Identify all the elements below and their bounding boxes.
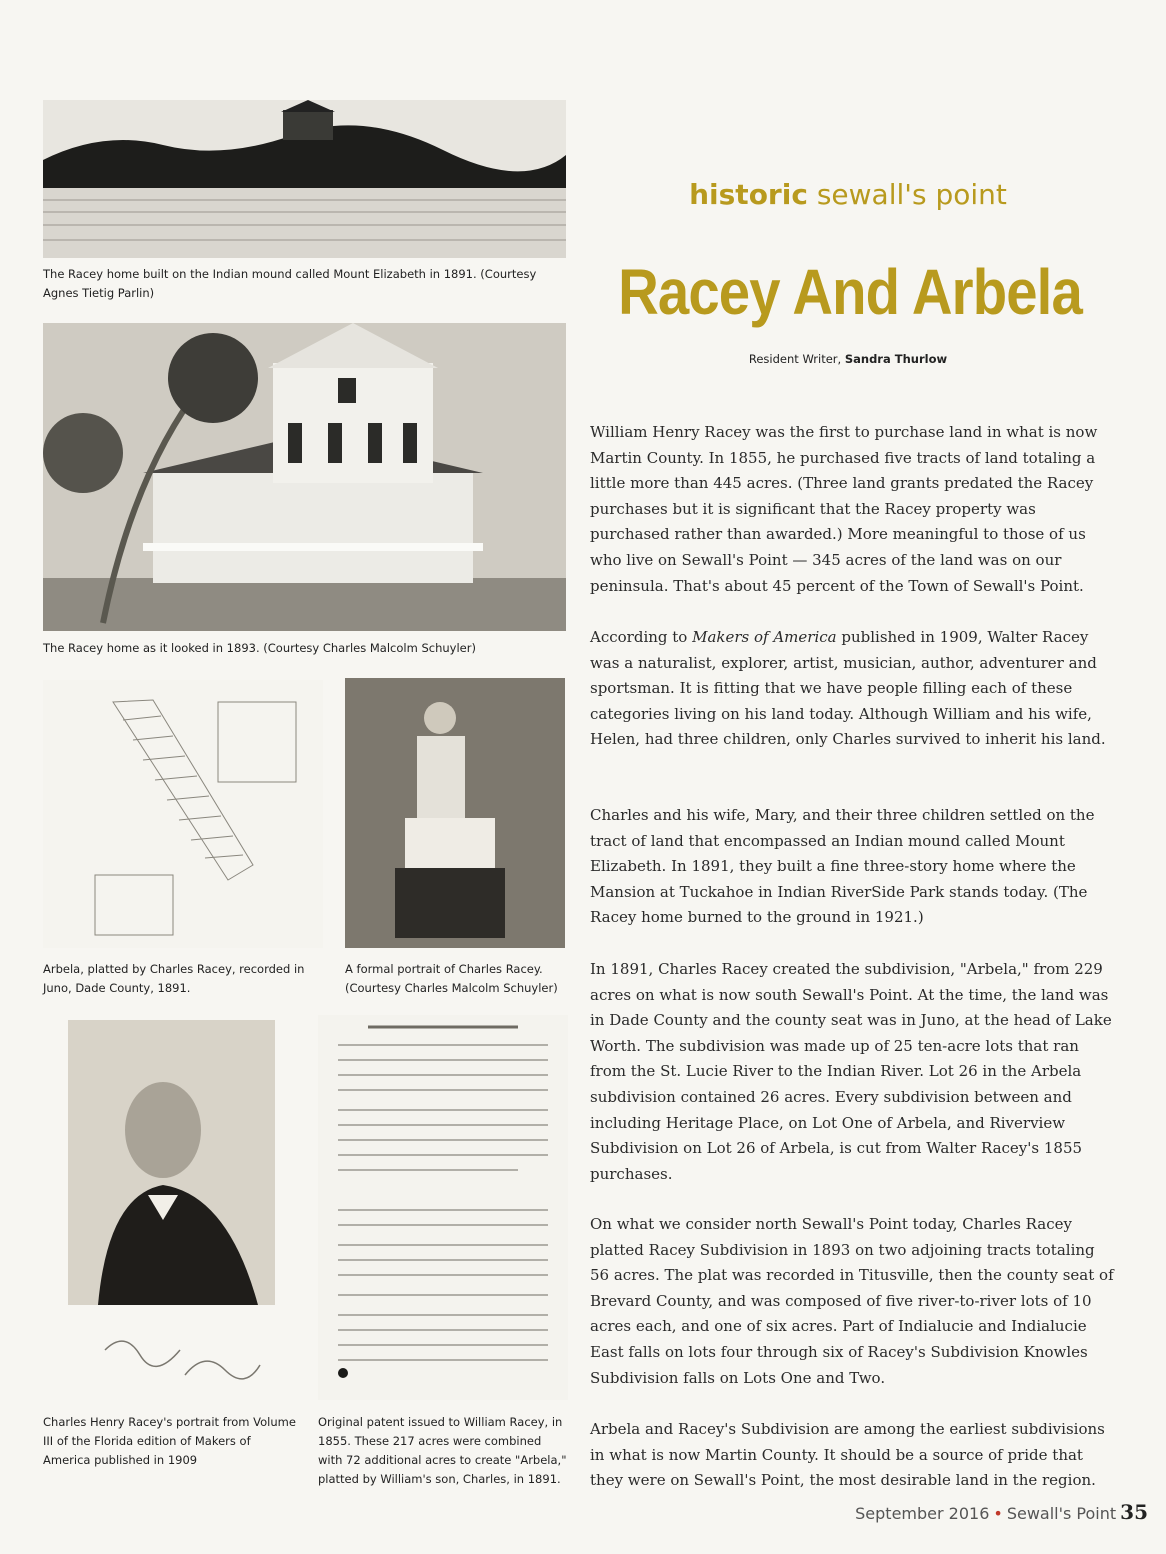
plat-map-caption: Arbela, platted by Charles Racey, recorded in Juno, Dade County, 1891. [43,962,305,995]
charles-henry-racey-caption: Charles Henry Racey's portrait from Volume III of the Florida edition of Makers of America published in 1909 [43,1415,296,1467]
article-paragraph-6: Arbela and Racey's Subdivision are among the earliest subdivisions in what is now Martin County. It should be a source of pride that they were on Sewall's Point, the most desirable land in the region. [590,1420,1105,1490]
house-photo [43,323,566,631]
article-paragraph-2 [590,625,1116,753]
article-paragraph-2-start: According to [590,628,693,646]
article-paragraph-2-end: published in 1909, Walter Racey was a naturalist, explorer, artist, musician, author, adventurer and sportsman. It is fitting that we have people filling each of these categories living on his land today. Although William and his wife, Helen, had three children, only Charles survived to inherit his land. [590,628,1106,749]
section-kicker [590,178,1106,211]
article-paragraph-3: Charles and his wife, Mary, and their three children settled on the tract of land that encompassed an Indian mound called Mount Elizabeth. In 1891, they built a fine three-story home where the Mansion at Tuckahoe in Indian RiverSide Park stands today. (The Racey home burned to the ground in 1921.) [590,806,1095,927]
section-kicker-light: sewall's point [816,178,1007,211]
page-number: 35 [1120,1500,1148,1524]
charles-henry-racey-portrait [68,1020,275,1305]
byline-role: Resident Writer, [748,352,842,366]
footer-separator-dot: • [993,1504,1003,1523]
land-patent-caption: Original patent issued to William Racey, in 1855. These 217 acres were combined with 72 additional acres to create "Arbela," platted by William's son, Charles, in 1891. [318,1415,567,1486]
article-title: Racey And Arbela [618,256,1082,328]
house-photo-caption: The Racey home as it looked in 1893. (Courtesy Charles Malcolm Schuyler) [43,641,476,655]
issue-date: September 2016 [855,1504,990,1523]
article-paragraph-1: William Henry Racey was the first to purchase land in what is now Martin County. In 1855, he purchased five tracts of land totaling a little more than 445 acres. (Three land grants predated the Racey purchases but it is significant that the Racey property was purchased rather than awarded.) More meaningful to those of us who live on Sewall's Point — 345 acres of the land was on our peninsula. That's about 45 percent of the Town of Sewall's Point. [590,423,1098,595]
section-kicker-bold: historic [689,178,808,211]
plat-map [43,680,323,948]
article-paragraph-5: On what we consider north Sewall's Point today, Charles Racey platted Racey Subdivision in 1893 on two adjoining tracts totaling 56 acres. The plat was recorded in Titusville, then the county seat of Brevard County, and was composed of five river-to-river lots of 10 acres each, and one of six acres. Part of Indialucie and Indialucie East falls on lots four through six of Racey's Subdivision Knowles Subdivision falls on Lots One and Two. [590,1215,1114,1387]
page-footer [855,1500,1148,1524]
byline-author: Sandra Thurlow [844,352,948,366]
charles-racey-portrait-caption: A formal portrait of Charles Racey. (Courtesy Charles Malcolm Schuyler) [345,962,558,995]
signature [85,1320,270,1390]
magazine-name: Sewall's Point [1006,1504,1117,1523]
book-title-makers-of-america: Makers of America [692,628,837,646]
mound-photo-caption: The Racey home built on the Indian mound called Mount Elizabeth in 1891. (Courtesy Agnes Tietig Parlin) [43,267,537,300]
byline [590,352,1106,366]
charles-racey-portrait [345,678,565,948]
article-paragraph-4: In 1891, Charles Racey created the subdivision, "Arbela," from 229 acres on what is now south Sewall's Point. At the time, the land was in Dade County and the county seat was in Juno, at the head of Lake Worth. The subdivision was made up of 25 ten-acre lots that ran from the St. Lucie River to the Indian River. Lot 26 in the Arbela subdivision contained 26 acres. Every subdivision between and including Heritage Place, on Lot One of Arbela, and Riverview Subdivision on Lot 26 of Arbela, is cut from Walter Racey's 1855 purchases. [590,960,1112,1183]
mound-photo [43,100,566,258]
land-patent-document [318,1015,568,1400]
